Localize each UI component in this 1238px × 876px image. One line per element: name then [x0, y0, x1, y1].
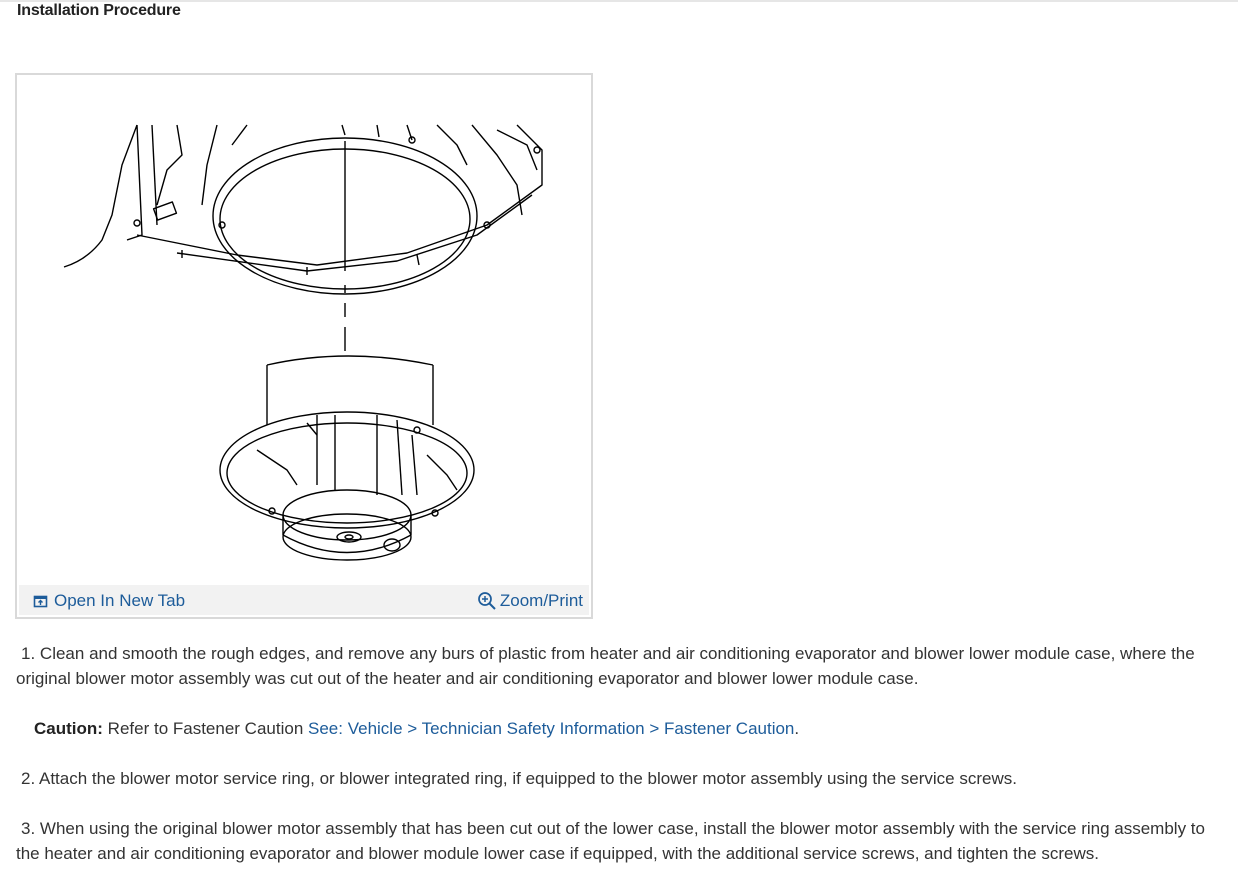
blower-motor-illustration	[17, 75, 591, 583]
caution-note	[34, 716, 799, 741]
zoom-print-label: Zoom/Print	[499, 591, 583, 610]
figure-container	[15, 73, 593, 619]
step-text: When using the original blower motor assembly that has been cut out of the lower case, install the blower motor assembly with the service ring assembly to the heater and air conditioning evaporator and blower module lower case if equipped, with the additional service screws, and tighten the screws.	[16, 819, 1205, 863]
step-3	[16, 816, 1216, 866]
step-1	[16, 641, 1216, 691]
top-divider	[0, 0, 1238, 2]
caution-text: Refer to Fastener Caution	[107, 719, 304, 738]
zoom-print-link[interactable]	[477, 591, 583, 611]
fastener-caution-link[interactable]: See: Vehicle > Technician Safety Information > Fastener Caution	[308, 719, 795, 738]
zoom-magnifier-icon	[477, 591, 497, 611]
step-number: 3.	[21, 819, 36, 838]
section-title: Installation Procedure	[17, 2, 181, 19]
open-in-new-tab-icon	[33, 594, 48, 609]
step-number: 1.	[21, 644, 36, 663]
open-in-new-tab-label: Open In New Tab	[54, 591, 186, 610]
step-text: Attach the blower motor service ring, or blower integrated ring, if equipped to the blower motor assembly using the service screws.	[38, 769, 1017, 788]
caution-trailing: .	[794, 719, 800, 738]
open-in-new-tab-link[interactable]	[33, 591, 185, 611]
figure-toolbar	[19, 585, 589, 615]
step-2	[16, 766, 1216, 791]
caution-label: Caution:	[34, 719, 103, 738]
step-number: 2.	[21, 769, 36, 788]
step-text: Clean and smooth the rough edges, and remove any burs of plastic from heater and air conditioning evaporator and blower lower module case, where the original blower motor assembly was cut out of the heater and air conditioning evaporator and blower lower module case.	[16, 644, 1195, 688]
